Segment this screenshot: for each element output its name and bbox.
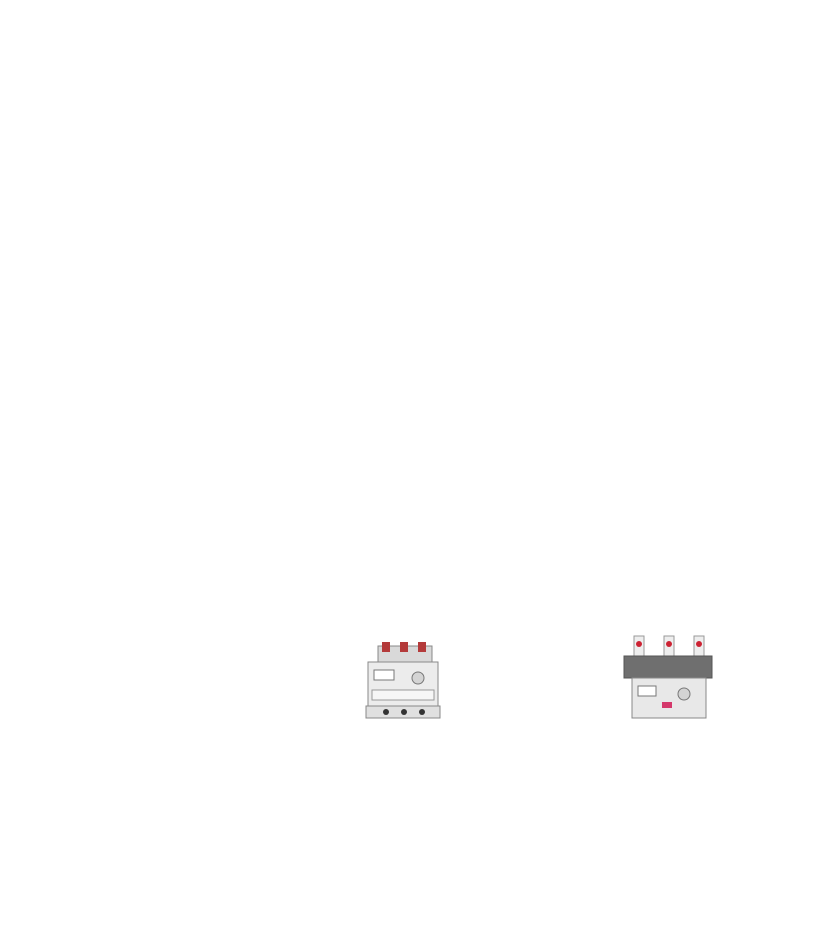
mt-150-relay-image [358,640,448,722]
mt-225-relay-image [612,632,724,724]
